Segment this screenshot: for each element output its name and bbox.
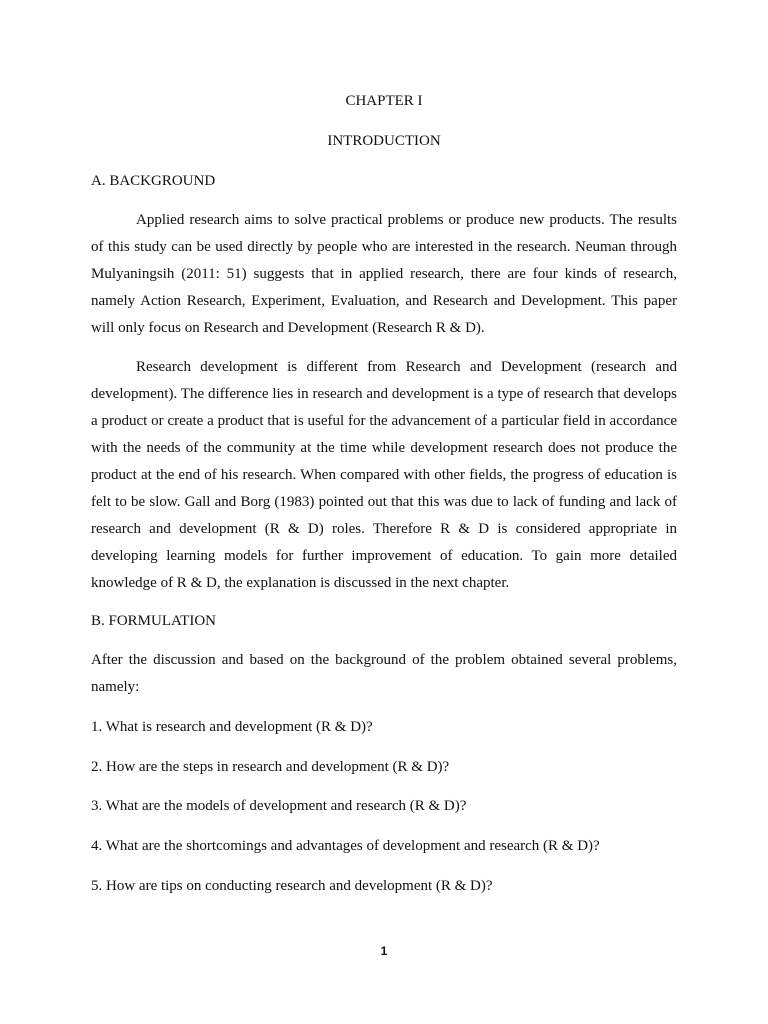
background-paragraph-1: Applied research aims to solve practical problems or produce new products. The results of this study can be used directly by people who are interested in the research. Neuman through Mulyaningsih (2011: 51) suggests that in applied research, there are four kinds of research, namely Action Research, Experiment, Evaluation, and Research and Development. This paper will only focus on Research and Development (Research R & D). bbox=[91, 212, 677, 336]
question-item: 1. What is research and development (R & D)? bbox=[91, 719, 373, 735]
formulation-intro: After the discussion and based on the background of the problem obtained several problems, namely: bbox=[91, 652, 677, 695]
question-item: 5. How are tips on conducting research and development (R & D)? bbox=[91, 878, 493, 894]
question-item: 2. How are the steps in research and development (R & D)? bbox=[91, 759, 450, 775]
page-number: 1 bbox=[380, 944, 388, 958]
question-item: 4. What are the shortcomings and advantages of development and research (R & D)? bbox=[91, 838, 600, 854]
chapter-title: INTRODUCTION bbox=[327, 133, 441, 149]
background-paragraph-2: Research development is different from Research and Development (research and development). The difference lies in research and development is a type of research that develops a product or create a product that is useful for the advancement of a particular field in accordance with the needs of the community at the time while development research does not produce the product at the end of his research. When compared with other fields, the progress of education is felt to be slow. Gall and Borg (1983) pointed out that this was due to lack of funding and lack of research and development (R & D) roles. Therefore R & D is considered appropriate in developing learning models for further improvement of education. To gain more detailed knowledge of R & D, the explanation is discussed in the next chapter. bbox=[91, 359, 677, 591]
chapter-label: CHAPTER I bbox=[345, 93, 423, 109]
section-a-heading: A. BACKGROUND bbox=[91, 173, 216, 189]
section-b-heading: B. FORMULATION bbox=[91, 613, 217, 629]
question-item: 3. What are the models of development and research (R & D)? bbox=[91, 798, 467, 814]
